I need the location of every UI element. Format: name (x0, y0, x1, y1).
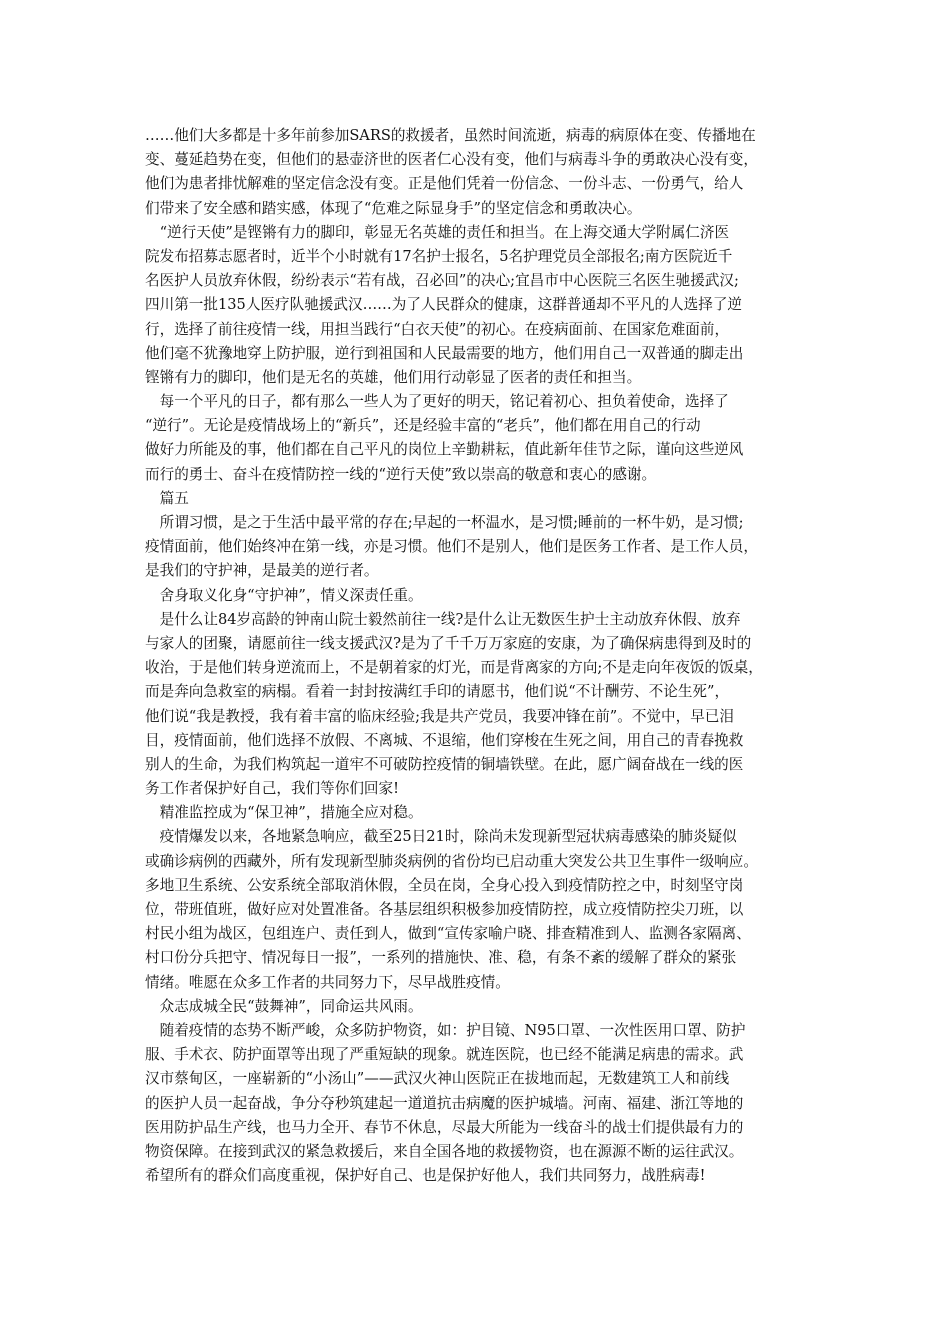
text-line: 精准监控成为“保卫神”，措施全应对稳。 (145, 804, 423, 822)
text-line: 众志成城全民“鼓舞神”，同命运共风雨。 (145, 997, 423, 1015)
text-line: 疫情爆发以来，各地紧急响应，截至25日21时，除尚未发现新型冠状病毒感染的肺炎疑似 (145, 828, 737, 846)
text-line: 四川第一批135人医疗队驰援武汉……为了人民群众的健康，这群普通却不平凡的人选择了逆 (145, 296, 743, 314)
text-line: 或确诊病例的西藏外，所有发现新型肺炎病例的省份均已启动重大突发公共卫生事件一级响应。 (145, 852, 758, 870)
text-line: 医用防护品生产线，也马力全开、春节不休息，尽最大所能为一线奋斗的战士们提供最有力的 (145, 1118, 744, 1136)
text-line: 是什么让84岁高龄的钟南山院士毅然前往一线?是什么让无数医生护士主动放弃休假、放弃 (145, 610, 741, 628)
text-line: 们带来了安全感和踏实感，体现了“危难之际显身手”的坚定信念和勇敢决心。 (145, 199, 642, 217)
text-line: 与家人的团聚，请愿前往一线支援武汉?是为了千千万万家庭的安康，为了确保病患得到及时的 (145, 634, 752, 652)
text-line: 篇五 (145, 489, 189, 507)
text-line: 做好力所能及的事，他们都在自己平凡的岗位上辛勤耕耘，值此新年佳节之际，谨向这些逆风 (145, 441, 744, 459)
text-line: 村口份分兵把守、情况每日一报”，一系列的措施快、准、稳，有条不紊的缓解了群众的紧张 (145, 949, 737, 967)
text-line: 行，选择了前往疫情一线，用担当践行“白衣天使”的初心。在疫病面前、在国家危难面前， (145, 320, 730, 338)
text-line: 物资保障。在接到武汉的紧急救援后，来自全国各地的救援物资，也在源源不断的运往武汉。 (145, 1142, 744, 1160)
text-line: 每一个平凡的日子，都有那么一些人为了更好的明天，铭记着初心、担负着使命，选择了 (145, 393, 729, 411)
document-body (145, 124, 815, 1188)
text-line: 而是奔向急救室的病榻。看着一封封按满红手印的请愿书，他们说“不计酬劳、不论生死”， (145, 683, 730, 701)
text-line: 疫情面前，他们始终冲在第一线，亦是习惯。他们不是别人，他们是医务工作者、是工作人员， (145, 538, 758, 556)
text-line: 所谓习惯，是之于生活中最平常的存在;早起的一杯温水，是习惯;睡前的一杯牛奶，是习惯; (145, 514, 744, 531)
text-line: 铿锵有力的脚印，他们是无名的英雄，他们用行动彰显了医者的责任和担当。 (145, 368, 642, 386)
text-line: 他们为患者排忧解难的坚定信念没有变。正是他们凭着一份信念、一份斗志、一份勇气，给人 (145, 175, 744, 193)
text-line: 希望所有的群众们高度重视，保护好自己、也是保护好他人，我们共同努力，战胜病毒! (145, 1167, 706, 1185)
text-line: 他们说“我是教授，我有着丰富的临床经验;我是共产党员，我要冲锋在前”。不觉中，早已泪 (145, 707, 734, 725)
text-line: 村民小组为战区，包组连户、责任到人，做到“宣传家喻户晓、排查精准到人、监测各家隔离、 (145, 925, 751, 943)
text-line: 位，带班值班，做好应对处置准备。各基层组织积极参加疫情防控，成立疫情防控尖刀班，以 (145, 901, 744, 918)
text-line: 服、手术衣、防护面罩等出现了严重短缺的现象。就连医院，也已经不能满足病患的需求。武 (145, 1046, 744, 1064)
text-line: 是我们的守护神，是最美的逆行者。 (145, 562, 379, 580)
text-line: 舍身取义化身“守护神”，情义深责任重。 (145, 586, 423, 604)
text-line: 变、蔓延趋势在变，但他们的悬壶济世的医者仁心没有变，他们与病毒斗争的勇敢决心没有变， (145, 151, 758, 169)
text-line: 汉市蔡甸区，一座崭新的“小汤山”——武汉火神山医院正在拔地而起，无数建筑工人和前线 (145, 1070, 730, 1088)
text-line: 的医护人员一起奋战，争分夺秒筑建起一道道抗击病魔的医护城墙。河南、福建、浙江等地的 (145, 1094, 744, 1112)
text-line: “逆行”。无论是疫情战场上的“新兵”，还是经验丰富的“老兵”，他们都在用自己的行动 (145, 417, 701, 435)
text-line: 他们毫不犹豫地穿上防护服，逆行到祖国和人民最需要的地方，他们用自己一双普通的脚走出 (145, 344, 744, 362)
text-line: “逆行天使”是铿锵有力的脚印，彰显无名英雄的责任和担当。在上海交通大学附属仁济医 (145, 223, 730, 241)
text-line: ……他们大多都是十多年前参加SARS的救援者，虽然时间流逝，病毒的病原体在变、传播地在 (145, 127, 756, 144)
text-line: 务工作者保护好自己，我们等你们回家! (145, 780, 399, 798)
text-line: 收治，于是他们转身逆流而上，不是朝着家的灯光，而是背离家的方向;不是走向年夜饭的饭桌， (145, 659, 763, 677)
text-line: 目，疫情面前，他们选择不放假、不离城、不退缩，他们穿梭在生死之间，用自己的青春挽救 (145, 731, 744, 749)
text-line: 别人的生命，为我们构筑起一道牢不可破防控疫情的铜墙铁壁。在此，愿广阔奋战在一线的医 (145, 755, 744, 773)
text-line: 随着疫情的态势不断严峻，众多防护物资，如：护目镜、N95口罩、一次性医用口罩、防护 (145, 1021, 746, 1039)
text-line: 而行的勇士、奋斗在疫情防控一线的“逆行天使”致以崇高的敬意和衷心的感谢。 (145, 465, 657, 483)
text-line: 院发布招募志愿者时，近半个小时就有17名护士报名，5名护理党员全部报名;南方医院近千 (145, 247, 733, 265)
text-line: 名医护人员放弃休假，纷纷表示“若有战，召必回”的决心;宜昌市中心医院三名医生驰援武汉; (145, 272, 739, 290)
text-line: 多地卫生系统、公安系统全部取消休假，全员在岗，全身心投入到疫情防控之中，时刻坚守岗 (145, 876, 744, 894)
text-line: 情绪。唯愿在众多工作者的共同努力下，尽早战胜疫情。 (145, 973, 510, 991)
